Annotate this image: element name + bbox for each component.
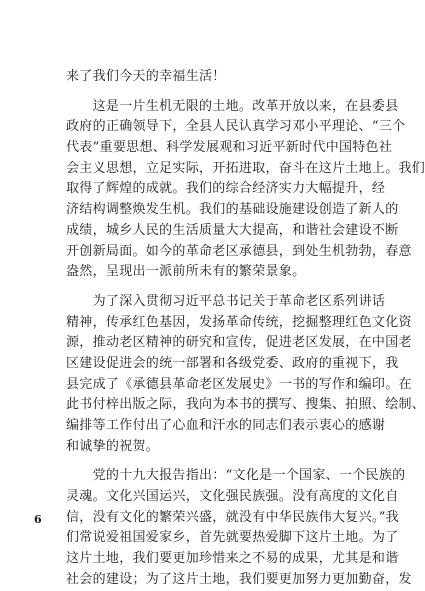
paragraph-gap <box>66 283 336 292</box>
text-line: 社会的建设；为了这片土地，我们要更加努力更加勤奋，发 <box>66 571 412 587</box>
text-line: 党的十九大报告指出：“文化是一个国家、一个民族的 <box>66 468 406 484</box>
text-line: 盎然，呈现出一派前所未有的繁荣景象。 <box>66 264 306 280</box>
text-line: 灵魂。文化兴国运兴，文化强民族强。没有高度的文化自 <box>66 489 399 505</box>
text-line: 区建设促进会的统一部署和各级党委、政府的重视下，我 <box>66 355 399 371</box>
text-line: 此书付梓出版之际，我向为本书的撰写、搜集、拍照、绘制、 <box>66 397 425 413</box>
text-line: 会主义思想，立足实际，开拓进取，奋斗在这片土地上。我们 <box>66 160 425 176</box>
text-line: 为了深入贯彻习近平总书记关于革命老区系列讲话 <box>66 293 386 309</box>
paragraph <box>66 97 425 283</box>
text-line: 信，没有文化的繁荣兴盛，就没有中华民族伟大复兴。”我 <box>66 509 399 525</box>
text-line: 代表”重要思想、科学发展观和习近平新时代中国特色社 <box>66 140 393 156</box>
text-line: 这片土地，我们要更加珍惜来之不易的成果，尤其是和谐 <box>66 551 399 567</box>
body-text <box>66 67 425 591</box>
text-line: 县完成了《承德县革命老区发展史》一书的写作和编印。在 <box>66 376 412 392</box>
text-line: 济结构调整焕发生机。我们的基础设施建设创造了新人的 <box>66 202 399 218</box>
page-number: 6 <box>34 513 42 526</box>
text-line: 编排等工作付出了心血和汗水的同志们表示衷心的感谢 <box>66 418 386 433</box>
text-line: 和诚挚的祝贺。 <box>66 438 160 454</box>
text-line: 这是一片生机无限的土地。改革开放以来，在县委县 <box>66 98 399 114</box>
text-line: 来了我们今天的幸福生活！ <box>66 69 226 84</box>
paragraph <box>66 67 336 88</box>
text-line: 们常说爱祖国爱家乡，首先就要热爱脚下这片土地。为了 <box>66 530 399 546</box>
paragraph <box>66 466 412 590</box>
paragraph <box>66 292 425 458</box>
text-line: 政府的正确领导下，全县人民认真学习邓小平理论、“三个 <box>66 119 406 135</box>
paragraph-gap <box>66 88 336 97</box>
paragraph-gap <box>66 457 336 466</box>
text-line: 取得了辉煌的成就。我们的综合经济实力大幅提升，经 <box>66 181 386 197</box>
text-line: 源，推动老区精神的研究和宣传，促进老区发展，在中国老 <box>66 335 412 351</box>
text-line: 开创新局面。如今的革命老区承德县，到处生机勃勃，春意 <box>66 243 412 259</box>
text-line: 成绩，城乡人民的生活质量大大提高，和谐社会建设不断 <box>66 222 399 238</box>
text-line: 精神，传承红色基因，发扬革命传统，挖掘整理红色文化资 <box>66 314 412 330</box>
